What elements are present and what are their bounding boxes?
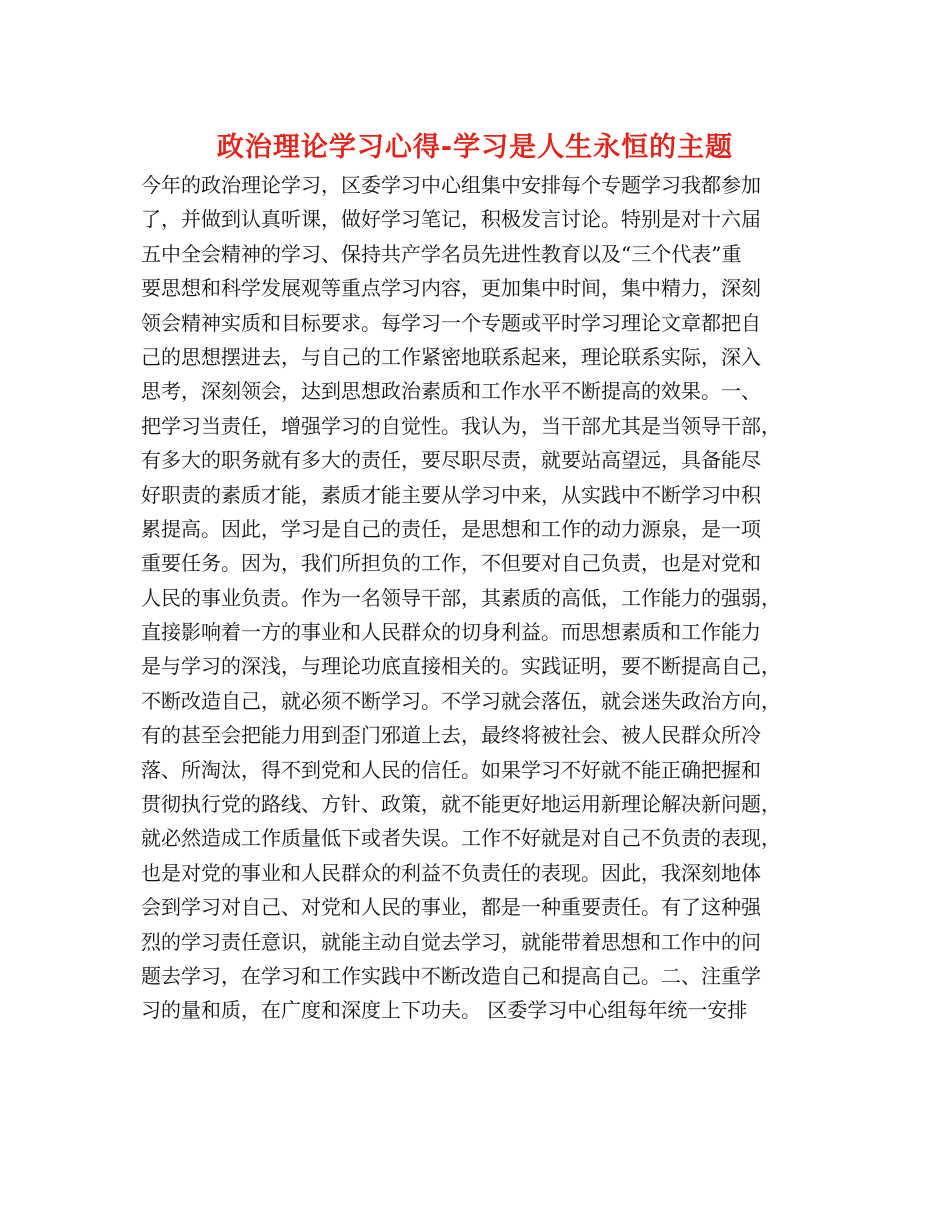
body-line: 重要任务。因为，我们所担负的工作，不但要对自己负责，也是对党和 <box>141 551 761 576</box>
body-line: 累提高。因此，学习是自己的责任，是思想和工作的动力源泉，是一项 <box>141 516 761 541</box>
body-line: 就必然造成工作质量低下或者失误。工作不好就是对自己不负责的表现， <box>141 826 781 851</box>
body-line: 烈的学习责任意识，就能主动自觉去学习，就能带着思想和工作中的问 <box>141 929 761 954</box>
body-line: 要思想和科学发展观等重点学习内容，更加集中时间，集中精力，深刻 <box>141 276 761 301</box>
body-line: 会到学习对自己、对党和人民的事业，都是一种重要责任。有了这种强 <box>141 895 761 920</box>
body-line: 贯彻执行党的路线、方针、政策，就不能更好地运用新理论解决新问题， <box>141 792 781 817</box>
body-line: 习的量和质，在广度和深度上下功夫。 区委学习中心组每年统一安排 <box>141 998 748 1023</box>
body-line: 是与学习的深浅，与理论功底直接相关的。实践证明，要不断提高自己， <box>141 654 781 679</box>
body-line: 领会精神实质和目标要求。每学习一个专题或平时学习理论文章都把自 <box>141 310 761 335</box>
body-line: 五中全会精神的学习、保持共产学名员先进性教育以及“三个代表”重 <box>141 241 742 266</box>
body-line: 思考，深刻领会，达到思想政治素质和工作水平不断提高的效果。一、 <box>141 379 761 404</box>
body-line: 好职责的素质才能，素质才能主要从学习中来，从实践中不断学习中积 <box>141 482 761 507</box>
document-title: 政治理论学习心得-学习是人生永恒的主题 <box>216 132 734 163</box>
body-line: 有的甚至会把能力用到歪门邪道上去，最终将被社会、被人民群众所冷 <box>141 723 761 748</box>
body-line: 题去学习，在学习和工作实践中不断改造自己和提高自己。二、注重学 <box>141 963 761 988</box>
body-line: 有多大的职务就有多大的责任，要尽职尽责，就要站高望远，具备能尽 <box>141 448 761 473</box>
body-line: 己的思想摆进去，与自己的工作紧密地联系起来，理论联系实际，深入 <box>141 344 761 369</box>
body-line: 不断改造自己，就必须不断学习。不学习就会落伍，就会迷失政治方向， <box>141 688 781 713</box>
body-line: 也是对党的事业和人民群众的利益不负责任的表现。因此，我深刻地体 <box>141 860 761 885</box>
body-line: 人民的事业负责。作为一名领导干部，其素质的高低，工作能力的强弱， <box>141 585 781 610</box>
body-line: 今年的政治理论学习，区委学习中心组集中安排每个专题学习我都参加 <box>141 173 761 197</box>
body-line: 把学习当责任，增强学习的自觉性。我认为，当干部尤其是当领导干部， <box>141 413 781 438</box>
body-line: 了，并做到认真听课，做好学习笔记，积极发言讨论。特别是对十六届 <box>141 207 761 232</box>
document-body <box>141 168 821 1028</box>
body-line: 直接影响着一方的事业和人民群众的切身利益。而思想素质和工作能力 <box>141 620 761 645</box>
body-line: 落、所淘汰，得不到党和人民的信任。如果学习不好就不能正确把握和 <box>141 757 761 782</box>
